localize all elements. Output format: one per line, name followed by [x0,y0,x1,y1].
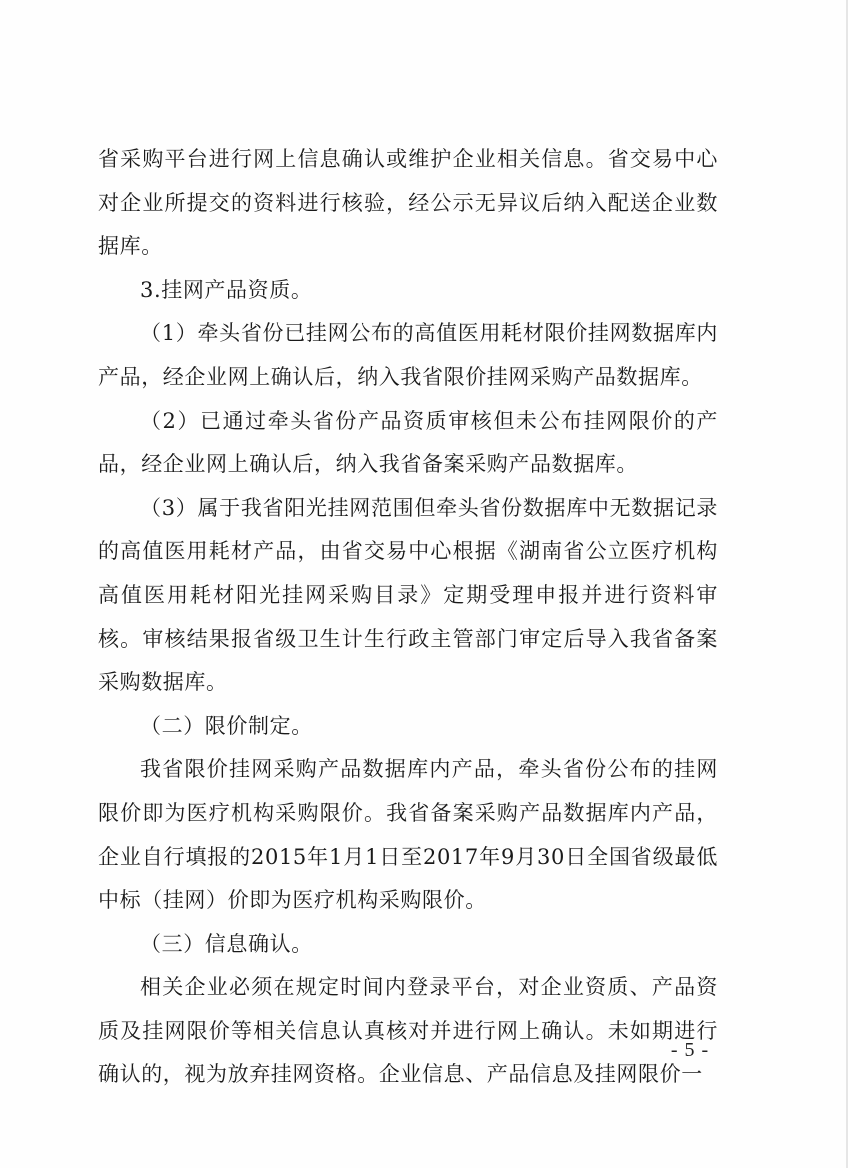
heading-info-confirmation: （三）信息确认。 [140,931,313,956]
paragraph-continuation: 省采购平台进行网上信息确认或维护企业相关信息。省交易中心对企业所提交的资料进行核验，经公示无异议后纳入配送企业数据库。 [98,147,718,259]
document-body [98,138,718,1097]
heading-product-qualification: 3.挂网产品资质。 [140,277,313,302]
paragraph-item-1: （1）牵头省份已挂网公布的高值医用耗材限价挂网数据库内产品，经企业网上确认后，纳入我省限价挂网采购产品数据库。 [98,321,718,389]
paragraph-info-confirmation: 相关企业必须在规定时间内登录平台，对企业资质、产品资质及挂网限价等相关信息认真核对并进行网上确认。未如期进行确认的，视为放弃挂网资格。企业信息、产品信息及挂网限价一 [98,975,718,1087]
paragraph-price-limit: 我省限价挂网采购产品数据库内产品，牵头省份公布的挂网限价即为医疗机构采购限价。我省备案采购产品数据库内产品，企业自行填报的2015年1月1日至2017年9月30日全国省级最低中标（挂网）价即为医疗机构采购限价。 [98,757,718,913]
heading-price-limit: （二）限价制定。 [140,713,313,738]
paragraph-item-3: （3）属于我省阳光挂网范围但牵头省份数据库中无数据记录的高值医用耗材产品，由省交易中心根据《湖南省公立医疗机构高值医用耗材阳光挂网采购目录》定期受理申报并进行资料审核。审核结果报省级卫生计生行政主管部门审定后导入我省备案采购数据库。 [98,495,718,695]
paragraph-item-2: （2）已通过牵头省份产品资质审核但未公布挂网限价的产品，经企业网上确认后，纳入我省备案采购产品数据库。 [98,408,718,477]
page-number: - 5 - [670,1039,710,1061]
